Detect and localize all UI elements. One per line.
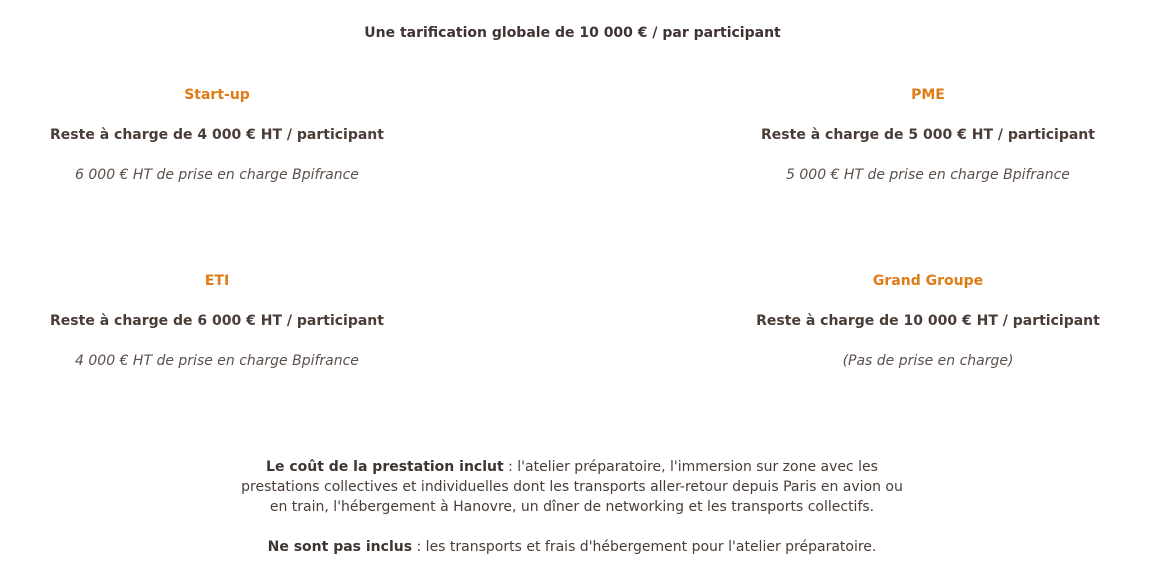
tier-charge: Reste à charge de 5 000 € HT / participant — [761, 127, 1095, 143]
tier-name: ETI — [204, 273, 230, 289]
tier-support: (Pas de prise en charge) — [842, 353, 1014, 369]
pricing-notes — [236, 457, 908, 557]
tier-name: Grand Groupe — [872, 273, 984, 289]
tier-support: 6 000 € HT de prise en charge Bpifrance — [75, 167, 359, 183]
tier-eti — [0, 271, 437, 371]
included-note — [236, 457, 908, 517]
included-label: Le coût de la prestation inclut — [266, 459, 504, 475]
excluded-note — [236, 537, 908, 557]
tier-name: Start-up — [184, 87, 250, 103]
tier-support: 4 000 € HT de prise en charge Bpifrance — [75, 353, 359, 369]
included-text: : l'atelier préparatoire, l'immersion sur zone avec les prestations collectives et individuelles dont les transports aller-retour depuis Paris en avion ou en train, l'hébergement à Hanovre, un dîner de networking et les transports collectifs. — [241, 459, 903, 515]
tier-startup — [0, 85, 437, 185]
excluded-text: : les transports et frais d'hébergement pour l'atelier préparatoire. — [412, 539, 877, 555]
tier-charge: Reste à charge de 4 000 € HT / participant — [50, 127, 384, 143]
tier-support: 5 000 € HT de prise en charge Bpifrance — [786, 167, 1070, 183]
tier-charge: Reste à charge de 6 000 € HT / participant — [50, 313, 384, 329]
pricing-headline: Une tarification globale de 10 000 € / par participant — [364, 25, 781, 41]
excluded-label: Ne sont pas inclus — [267, 539, 413, 555]
tier-pme — [708, 85, 1148, 185]
tier-grand-groupe — [708, 271, 1148, 371]
tier-charge: Reste à charge de 10 000 € HT / participant — [756, 313, 1100, 329]
tier-name: PME — [911, 87, 945, 103]
